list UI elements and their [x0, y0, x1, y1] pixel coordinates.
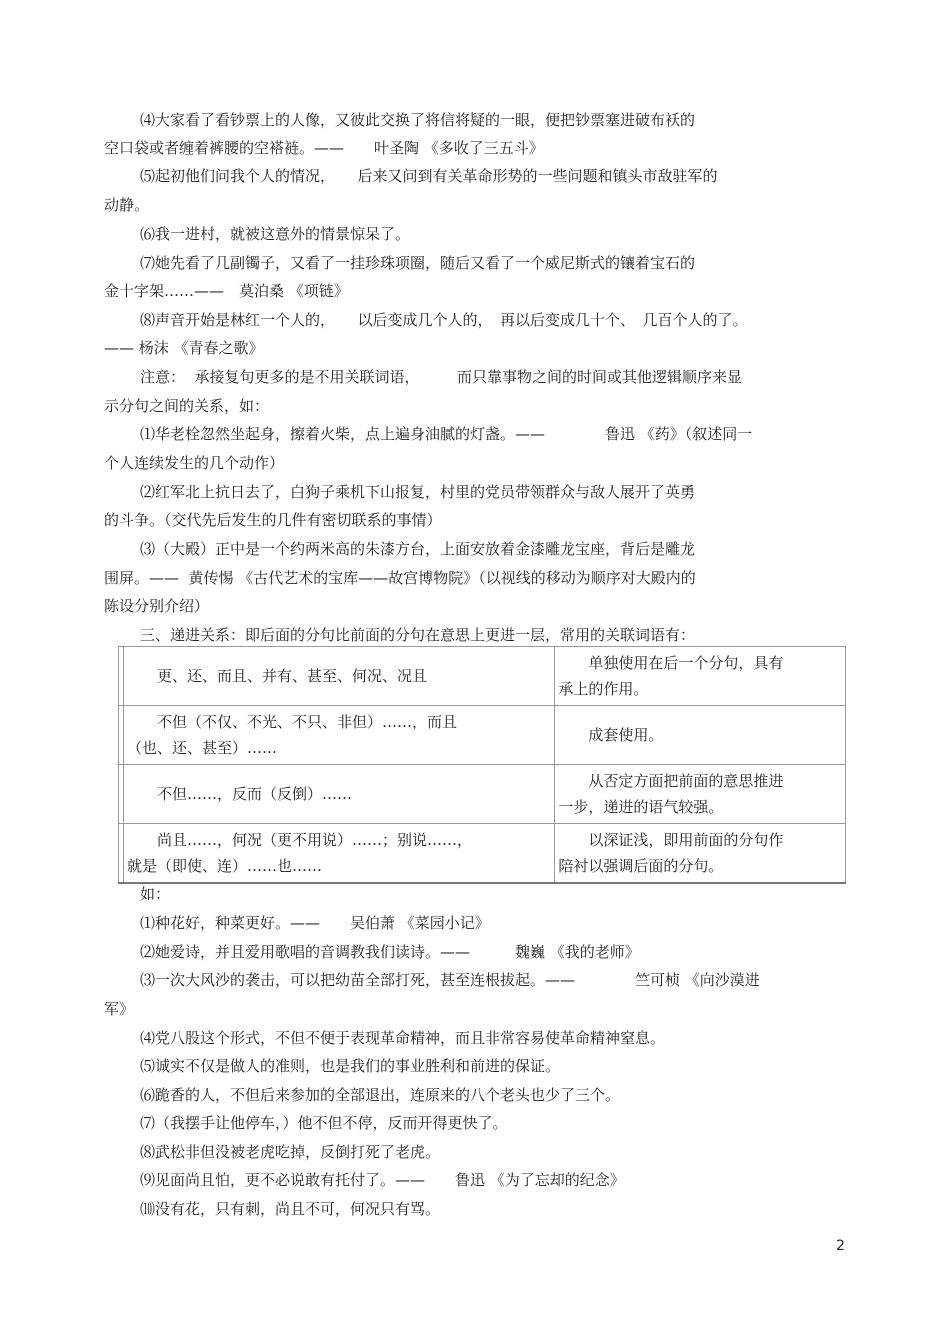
text-line: ⑶（大殿）正中是一个约两米高的朱漆方台，上面安放着金漆雕龙宝座，背后是雕龙: [140, 540, 696, 558]
text-line: ⑹跪香的人，不但后来参加的全部退出，连原来的八个老头也少了三个。: [140, 1086, 621, 1104]
text-line: —— 杨沫 《青春之歌》: [104, 339, 264, 357]
text-line: ⑺（我摆手让他停车，）他不但不停，反而开得更快了。: [140, 1114, 508, 1132]
text-line: 个人连续发生的几个动作）: [104, 454, 285, 472]
text-line: ⑽没有花，只有刺，尚且不可，何况只有骂。: [140, 1200, 441, 1218]
text-line: ⑸诚实不仅是做人的准则，也是我们的事业胜利和前进的保证。: [140, 1057, 561, 1075]
text-line: ⑸起初他们问我个人的情况， 后来又问到有关革命形势的一些问题和镇头市敌驻军的: [140, 167, 718, 185]
table-cell-note: 单独使用在后一个分句，具有 承上的作用。: [555, 647, 846, 706]
table-cell-note: 从否定方面把前面的意思推进 一步，递进的语气较强。: [555, 765, 846, 824]
text-line: ⑻武松非但没被老虎吃掉，反倒打死了老虎。: [140, 1143, 441, 1161]
text-line: 的斗争。（交代先后发生的几件有密切联系的事情）: [104, 511, 442, 529]
text-line: ⑻声音开始是林红一个人的， 以后变成几个人的， 再以后变成几十个、 几百个人的了。: [140, 311, 748, 329]
table-cell-words: 不但（不仅、不光、不只、非但）……，而且 （也、还、甚至）……: [124, 706, 555, 765]
table-row: [119, 765, 846, 824]
table-row: [119, 647, 846, 706]
text-line: 示分句之间的关系，如：: [104, 397, 270, 415]
text-line: ⑷党八股这个形式，不但不便于表现革命精神，而且非常容易使革命精神窒息。: [140, 1029, 666, 1047]
table-cell-words: 尚且……，何况（更不用说）……；别说……， 就是（即使、连）……也……: [124, 824, 555, 884]
table-cell-words: 更、还、而且、并有、甚至、何况、况且: [124, 647, 555, 706]
text-line: 动静。: [104, 196, 150, 214]
text-line: 陈设分别介绍）: [104, 597, 210, 615]
text-line: 金十字架……—— 莫泊桑 《项链》: [104, 282, 349, 300]
text-line: 注意： 承接复句更多的是不用关联词语， 而只靠事物之间的时间或其他逻辑顺序来显: [140, 368, 743, 386]
table-cell-note: 成套使用。: [555, 706, 846, 765]
table-row: [119, 706, 846, 765]
text-line: ⑵她爱诗，并且爱用歌唱的音调教我们读诗。—— 魏巍 《我的老师》: [140, 943, 640, 961]
table-cell-note: 以深证浅，即用前面的分句作 陪衬以强调后面的分句。: [555, 824, 846, 884]
page-number: 2: [836, 1238, 845, 1254]
text-line: 空口袋或者缠着裤腰的空褡裢。—— 叶圣陶 《多收了三五斗》: [104, 139, 544, 157]
text-line: ⑷大家看了看钞票上的人像，又彼此交换了将信将疑的一眼，便把钞票塞进破布袄的: [140, 111, 696, 129]
conjunction-table: [118, 646, 846, 884]
text-line: ⑶一次大风沙的袭击，可以把幼苗全部打死，甚至连根拔起。—— 竺可桢 《向沙漠进: [140, 971, 760, 989]
text-line: ⑺她先看了几副镯子，又看了一挂珍珠项圈，随后又看了一个威尼斯式的镶着宝石的: [140, 254, 696, 272]
section-heading: 三、递进关系：即后面的分句比前面的分句在意思上更进一层，常用的关联词语有：: [140, 626, 696, 644]
text-line: ⑵红军北上抗日去了，白狗子乘机下山报复，村里的党员带领群众与敌人展开了英勇: [140, 483, 696, 501]
text-line: 军》: [104, 1000, 135, 1018]
text-line: ⑴华老栓忽然坐起身，擦着火柴，点上遍身油腻的灯盏。—— 鲁迅 《药》（叙述同一: [140, 425, 753, 443]
text-line: 如：: [140, 885, 171, 903]
text-line: 围屏。—— 黄传惕 《古代艺术的宝库——故宫博物院》（以视线的移动为顺序对大殿内的: [104, 569, 696, 587]
text-line: ⑹我一进村，就被这意外的情景惊呆了。: [140, 225, 411, 243]
table-row: [119, 824, 846, 884]
table-cell-words: 不但……，反而（反倒）……: [124, 765, 555, 824]
text-line: ⑼见面尚且怕，更不必说敢有托付了。—— 鲁迅 《为了忘却的纪念》: [140, 1171, 625, 1189]
text-line: ⑴种花好，种菜更好。—— 吴伯萧 《菜园小记》: [140, 914, 490, 932]
